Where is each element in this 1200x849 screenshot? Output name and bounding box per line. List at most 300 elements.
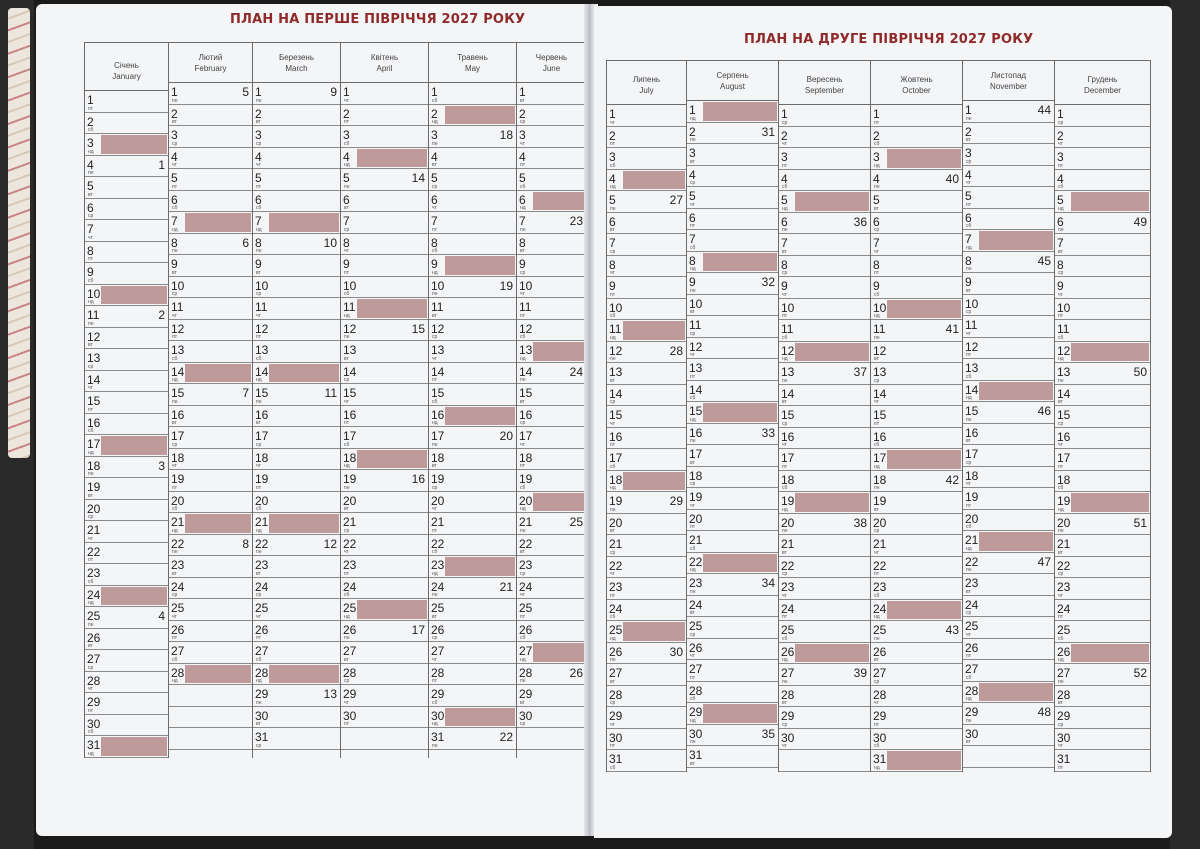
day-cell[interactable] (779, 578, 870, 600)
day-cell[interactable] (963, 187, 1054, 209)
day-cell[interactable] (85, 371, 168, 393)
day-cell[interactable] (253, 449, 340, 471)
day-cell[interactable] (169, 642, 252, 664)
day-cell[interactable] (429, 685, 516, 707)
day-cell[interactable] (963, 316, 1054, 338)
day-cell[interactable] (517, 277, 586, 299)
day-cell[interactable] (963, 553, 1054, 575)
day-cell[interactable] (963, 445, 1054, 467)
day-cell[interactable] (871, 127, 962, 149)
day-cell[interactable] (169, 384, 252, 406)
day-cell[interactable] (1055, 729, 1150, 751)
day-cell[interactable] (687, 467, 778, 489)
day-cell[interactable] (871, 514, 962, 536)
day-cell[interactable] (341, 470, 428, 492)
day-cell[interactable] (169, 169, 252, 191)
day-cell[interactable] (687, 101, 778, 123)
day-cell[interactable] (429, 320, 516, 342)
day-cell[interactable] (429, 234, 516, 256)
day-cell[interactable] (253, 298, 340, 320)
day-cell[interactable] (687, 725, 778, 747)
day-cell[interactable] (341, 384, 428, 406)
day-cell[interactable] (607, 428, 686, 450)
day-cell[interactable] (341, 169, 428, 191)
day-cell[interactable] (169, 255, 252, 277)
day-cell[interactable] (779, 299, 870, 321)
day-cell[interactable] (607, 234, 686, 256)
day-cell[interactable] (429, 212, 516, 234)
day-cell[interactable] (779, 105, 870, 127)
day-cell[interactable] (871, 299, 962, 321)
day-cell[interactable] (253, 535, 340, 557)
day-cell[interactable] (169, 578, 252, 600)
day-cell[interactable] (341, 621, 428, 643)
day-cell[interactable] (517, 105, 586, 127)
day-cell[interactable] (517, 556, 586, 578)
day-cell[interactable] (687, 445, 778, 467)
day-cell[interactable] (607, 514, 686, 536)
day-cell[interactable] (85, 650, 168, 672)
day-cell[interactable] (341, 212, 428, 234)
day-cell[interactable] (871, 664, 962, 686)
day-cell[interactable] (779, 277, 870, 299)
day-cell[interactable] (253, 578, 340, 600)
day-cell[interactable] (687, 166, 778, 188)
day-cell[interactable] (429, 427, 516, 449)
day-cell[interactable] (963, 144, 1054, 166)
day-cell[interactable] (963, 123, 1054, 145)
day-cell[interactable] (1055, 277, 1150, 299)
day-cell[interactable] (1055, 686, 1150, 708)
day-cell[interactable] (85, 134, 168, 156)
day-cell[interactable] (429, 341, 516, 363)
day-cell[interactable] (253, 707, 340, 729)
day-cell[interactable] (779, 729, 870, 751)
day-cell[interactable] (963, 488, 1054, 510)
day-cell[interactable] (169, 449, 252, 471)
day-cell[interactable] (779, 643, 870, 665)
day-cell[interactable] (607, 213, 686, 235)
day-cell[interactable] (169, 621, 252, 643)
day-cell[interactable] (607, 449, 686, 471)
day-cell[interactable] (341, 320, 428, 342)
day-cell[interactable] (871, 535, 962, 557)
day-cell[interactable] (341, 363, 428, 385)
day-cell[interactable] (963, 725, 1054, 747)
day-cell[interactable] (253, 148, 340, 170)
day-cell[interactable] (779, 535, 870, 557)
day-cell[interactable] (341, 277, 428, 299)
day-cell[interactable] (963, 703, 1054, 725)
day-cell[interactable] (253, 406, 340, 428)
day-cell[interactable] (429, 298, 516, 320)
day-cell[interactable] (687, 338, 778, 360)
day-cell[interactable] (871, 686, 962, 708)
day-cell[interactable] (871, 643, 962, 665)
day-cell[interactable] (607, 643, 686, 665)
day-cell[interactable] (85, 113, 168, 135)
day-cell[interactable] (607, 299, 686, 321)
day-cell[interactable] (963, 295, 1054, 317)
day-cell[interactable] (341, 406, 428, 428)
day-cell[interactable] (607, 600, 686, 622)
day-cell[interactable] (169, 277, 252, 299)
day-cell[interactable] (607, 557, 686, 579)
day-cell[interactable] (607, 471, 686, 493)
day-cell[interactable] (517, 492, 586, 514)
day-cell[interactable] (517, 513, 586, 535)
day-cell[interactable] (429, 363, 516, 385)
day-cell[interactable] (85, 414, 168, 436)
day-cell[interactable] (871, 578, 962, 600)
day-cell[interactable] (871, 277, 962, 299)
day-cell[interactable] (341, 685, 428, 707)
day-cell[interactable] (607, 707, 686, 729)
day-cell[interactable] (429, 664, 516, 686)
day-cell[interactable] (687, 252, 778, 274)
day-cell[interactable] (341, 298, 428, 320)
day-cell[interactable] (607, 492, 686, 514)
day-cell[interactable] (341, 578, 428, 600)
day-cell[interactable] (85, 242, 168, 264)
day-cell[interactable] (429, 599, 516, 621)
day-cell[interactable] (169, 492, 252, 514)
day-cell[interactable] (963, 359, 1054, 381)
day-cell[interactable] (169, 599, 252, 621)
day-cell[interactable] (871, 170, 962, 192)
day-cell[interactable] (169, 470, 252, 492)
day-cell[interactable] (429, 169, 516, 191)
day-cell[interactable] (1055, 342, 1150, 364)
day-cell[interactable] (779, 406, 870, 428)
day-cell[interactable] (253, 320, 340, 342)
day-cell[interactable] (1055, 127, 1150, 149)
day-cell[interactable] (963, 682, 1054, 704)
day-cell[interactable] (1055, 170, 1150, 192)
day-cell[interactable] (429, 191, 516, 213)
day-cell[interactable] (687, 682, 778, 704)
day-cell[interactable] (963, 617, 1054, 639)
day-cell[interactable] (607, 535, 686, 557)
day-cell[interactable] (341, 126, 428, 148)
day-cell[interactable] (687, 230, 778, 252)
day-cell[interactable] (85, 285, 168, 307)
day-cell[interactable] (687, 510, 778, 532)
day-cell[interactable] (871, 385, 962, 407)
day-cell[interactable] (429, 578, 516, 600)
day-cell[interactable] (341, 556, 428, 578)
day-cell[interactable] (85, 263, 168, 285)
day-cell[interactable] (1055, 234, 1150, 256)
day-cell[interactable] (1055, 148, 1150, 170)
day-cell[interactable] (1055, 385, 1150, 407)
day-cell[interactable] (85, 91, 168, 113)
day-cell[interactable] (253, 728, 340, 750)
day-cell[interactable] (85, 306, 168, 328)
day-cell[interactable] (1055, 557, 1150, 579)
day-cell[interactable] (687, 381, 778, 403)
day-cell[interactable] (871, 449, 962, 471)
day-cell[interactable] (169, 664, 252, 686)
day-cell[interactable] (253, 384, 340, 406)
day-cell[interactable] (429, 384, 516, 406)
day-cell[interactable] (871, 557, 962, 579)
day-cell[interactable] (687, 316, 778, 338)
day-cell[interactable] (169, 191, 252, 213)
day-cell[interactable] (169, 535, 252, 557)
day-cell[interactable] (687, 703, 778, 725)
day-cell[interactable] (517, 707, 586, 729)
day-cell[interactable] (341, 255, 428, 277)
day-cell[interactable] (871, 471, 962, 493)
day-cell[interactable] (871, 406, 962, 428)
day-cell[interactable] (85, 328, 168, 350)
day-cell[interactable] (253, 599, 340, 621)
day-cell[interactable] (779, 234, 870, 256)
day-cell[interactable] (253, 685, 340, 707)
day-cell[interactable] (963, 338, 1054, 360)
day-cell[interactable] (1055, 643, 1150, 665)
day-cell[interactable] (607, 277, 686, 299)
day-cell[interactable] (963, 273, 1054, 295)
day-cell[interactable] (963, 166, 1054, 188)
day-cell[interactable] (85, 156, 168, 178)
day-cell[interactable] (253, 341, 340, 363)
day-cell[interactable] (85, 607, 168, 629)
day-cell[interactable] (1055, 535, 1150, 557)
day-cell[interactable] (517, 298, 586, 320)
day-cell[interactable] (871, 191, 962, 213)
day-cell[interactable] (963, 574, 1054, 596)
day-cell[interactable] (429, 148, 516, 170)
day-cell[interactable] (169, 556, 252, 578)
day-cell[interactable] (779, 191, 870, 213)
day-cell[interactable] (341, 105, 428, 127)
day-cell[interactable] (607, 320, 686, 342)
day-cell[interactable] (963, 510, 1054, 532)
day-cell[interactable] (871, 105, 962, 127)
day-cell[interactable] (1055, 449, 1150, 471)
day-cell[interactable] (253, 427, 340, 449)
day-cell[interactable] (253, 105, 340, 127)
day-cell[interactable] (517, 384, 586, 406)
day-cell[interactable] (687, 660, 778, 682)
day-cell[interactable] (169, 513, 252, 535)
day-cell[interactable] (1055, 578, 1150, 600)
day-cell[interactable] (687, 402, 778, 424)
day-cell[interactable] (517, 341, 586, 363)
day-cell[interactable] (607, 729, 686, 751)
day-cell[interactable] (871, 148, 962, 170)
day-cell[interactable] (871, 213, 962, 235)
day-cell[interactable] (429, 277, 516, 299)
day-cell[interactable] (253, 492, 340, 514)
day-cell[interactable] (607, 363, 686, 385)
day-cell[interactable] (871, 363, 962, 385)
day-cell[interactable] (517, 234, 586, 256)
day-cell[interactable] (779, 428, 870, 450)
day-cell[interactable] (963, 381, 1054, 403)
day-cell[interactable] (341, 664, 428, 686)
day-cell[interactable] (85, 629, 168, 651)
day-cell[interactable] (517, 169, 586, 191)
day-cell[interactable] (253, 212, 340, 234)
day-cell[interactable] (687, 209, 778, 231)
day-cell[interactable] (429, 556, 516, 578)
day-cell[interactable] (779, 342, 870, 364)
day-cell[interactable] (687, 531, 778, 553)
day-cell[interactable] (1055, 320, 1150, 342)
day-cell[interactable] (607, 148, 686, 170)
day-cell[interactable] (253, 277, 340, 299)
day-cell[interactable] (963, 467, 1054, 489)
day-cell[interactable] (963, 639, 1054, 661)
day-cell[interactable] (253, 83, 340, 105)
day-cell[interactable] (253, 126, 340, 148)
day-cell[interactable] (517, 255, 586, 277)
day-cell[interactable] (687, 273, 778, 295)
day-cell[interactable] (341, 707, 428, 729)
day-cell[interactable] (963, 660, 1054, 682)
day-cell[interactable] (85, 672, 168, 694)
day-cell[interactable] (1055, 299, 1150, 321)
day-cell[interactable] (517, 664, 586, 686)
day-cell[interactable] (517, 406, 586, 428)
day-cell[interactable] (169, 341, 252, 363)
day-cell[interactable] (871, 600, 962, 622)
day-cell[interactable] (253, 556, 340, 578)
day-cell[interactable] (779, 363, 870, 385)
day-cell[interactable] (341, 341, 428, 363)
day-cell[interactable] (607, 105, 686, 127)
day-cell[interactable] (779, 686, 870, 708)
day-cell[interactable] (341, 642, 428, 664)
day-cell[interactable] (1055, 492, 1150, 514)
day-cell[interactable] (341, 492, 428, 514)
day-cell[interactable] (169, 427, 252, 449)
day-cell[interactable] (1055, 600, 1150, 622)
day-cell[interactable] (169, 105, 252, 127)
day-cell[interactable] (517, 621, 586, 643)
day-cell[interactable] (607, 191, 686, 213)
day-cell[interactable] (253, 255, 340, 277)
day-cell[interactable] (517, 126, 586, 148)
day-cell[interactable] (85, 586, 168, 608)
day-cell[interactable] (517, 320, 586, 342)
day-cell[interactable] (963, 252, 1054, 274)
day-cell[interactable] (871, 342, 962, 364)
day-cell[interactable] (429, 513, 516, 535)
day-cell[interactable] (1055, 428, 1150, 450)
day-cell[interactable] (1055, 191, 1150, 213)
day-cell[interactable] (341, 449, 428, 471)
day-cell[interactable] (253, 621, 340, 643)
day-cell[interactable] (429, 535, 516, 557)
day-cell[interactable] (517, 212, 586, 234)
day-cell[interactable] (85, 543, 168, 565)
day-cell[interactable] (429, 492, 516, 514)
day-cell[interactable] (517, 191, 586, 213)
day-cell[interactable] (429, 406, 516, 428)
day-cell[interactable] (429, 83, 516, 105)
day-cell[interactable] (963, 596, 1054, 618)
day-cell[interactable] (253, 234, 340, 256)
day-cell[interactable] (687, 488, 778, 510)
day-cell[interactable] (779, 170, 870, 192)
day-cell[interactable] (429, 255, 516, 277)
day-cell[interactable] (169, 126, 252, 148)
day-cell[interactable] (341, 427, 428, 449)
day-cell[interactable] (1055, 621, 1150, 643)
day-cell[interactable] (1055, 213, 1150, 235)
day-cell[interactable] (517, 578, 586, 600)
day-cell[interactable] (607, 406, 686, 428)
day-cell[interactable] (341, 599, 428, 621)
day-cell[interactable] (607, 385, 686, 407)
day-cell[interactable] (253, 513, 340, 535)
day-cell[interactable] (341, 148, 428, 170)
day-cell[interactable] (341, 513, 428, 535)
day-cell[interactable] (1055, 471, 1150, 493)
day-cell[interactable] (85, 220, 168, 242)
day-cell[interactable] (607, 664, 686, 686)
day-cell[interactable] (779, 492, 870, 514)
day-cell[interactable] (871, 729, 962, 751)
day-cell[interactable] (963, 424, 1054, 446)
day-cell[interactable] (607, 621, 686, 643)
day-cell[interactable] (429, 449, 516, 471)
day-cell[interactable] (517, 83, 586, 105)
day-cell[interactable] (963, 230, 1054, 252)
day-cell[interactable] (517, 449, 586, 471)
day-cell[interactable] (607, 256, 686, 278)
day-cell[interactable] (85, 349, 168, 371)
day-cell[interactable] (85, 736, 168, 758)
day-cell[interactable] (85, 500, 168, 522)
day-cell[interactable] (779, 449, 870, 471)
day-cell[interactable] (779, 557, 870, 579)
day-cell[interactable] (779, 514, 870, 536)
day-cell[interactable] (687, 123, 778, 145)
day-cell[interactable] (871, 320, 962, 342)
day-cell[interactable] (779, 621, 870, 643)
day-cell[interactable] (429, 126, 516, 148)
day-cell[interactable] (517, 685, 586, 707)
day-cell[interactable] (779, 385, 870, 407)
day-cell[interactable] (169, 363, 252, 385)
day-cell[interactable] (169, 148, 252, 170)
day-cell[interactable] (1055, 363, 1150, 385)
day-cell[interactable] (85, 457, 168, 479)
day-cell[interactable] (779, 320, 870, 342)
day-cell[interactable] (517, 535, 586, 557)
day-cell[interactable] (687, 424, 778, 446)
day-cell[interactable] (687, 617, 778, 639)
day-cell[interactable] (871, 492, 962, 514)
day-cell[interactable] (687, 553, 778, 575)
day-cell[interactable] (1055, 707, 1150, 729)
day-cell[interactable] (607, 578, 686, 600)
day-cell[interactable] (687, 746, 778, 768)
day-cell[interactable] (169, 298, 252, 320)
day-cell[interactable] (963, 209, 1054, 231)
day-cell[interactable] (779, 213, 870, 235)
day-cell[interactable] (687, 639, 778, 661)
day-cell[interactable] (779, 664, 870, 686)
day-cell[interactable] (517, 470, 586, 492)
day-cell[interactable] (517, 642, 586, 664)
day-cell[interactable] (779, 148, 870, 170)
